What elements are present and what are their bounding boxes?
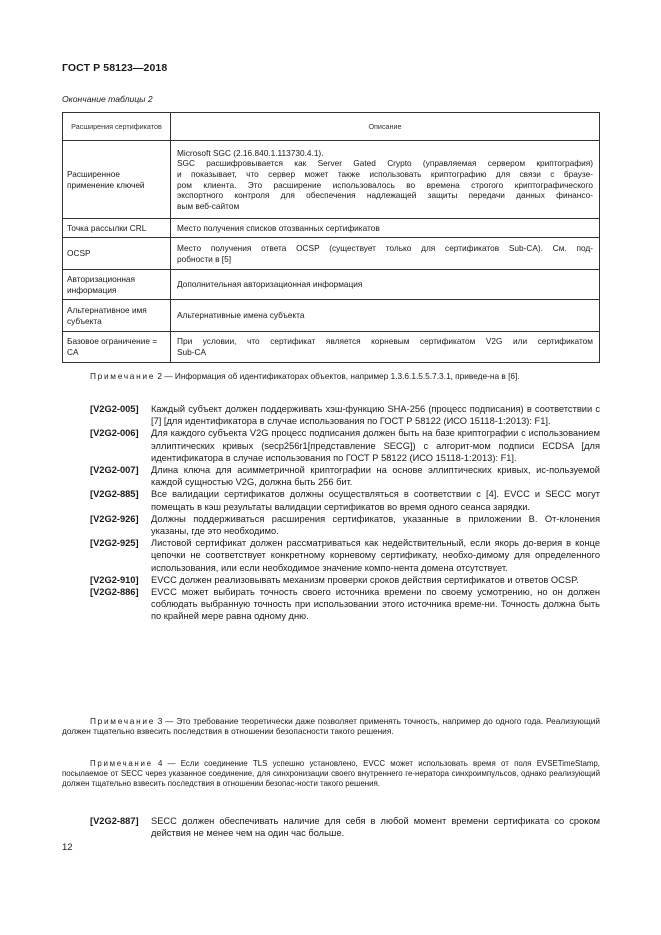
note-3: [62, 716, 600, 737]
requirement-code: [V2G2-886]: [90, 587, 139, 598]
extension-name-cell: Расширенное применение ключей: [63, 141, 171, 219]
desc-line: Sub-CA: [177, 347, 207, 357]
requirement-text: Листовой сертификат должен рассматриваться как недействительный, если якорь до-верия в конце цепочки не соответствует конкретному корневому сертификату, необхо-димому для определенного использования, или если необходимое значение компо-нента домена отсутствует.: [151, 538, 600, 573]
table-row: [63, 270, 600, 300]
desc-line: Место получения ответа OCSP (существует только для сертификатов Sub-CA). См. под-: [177, 242, 593, 253]
requirement-code: [V2G2-885]: [90, 489, 139, 500]
requirement-code: [V2G2-926]: [90, 513, 139, 524]
document-header: ГОСТ Р 58123—2018: [62, 62, 168, 74]
requirement-text: EVCC должен реализовывать механизм проверки сроков действия сертификатов и ответов OCSP.: [151, 574, 579, 585]
table-row: [63, 300, 600, 332]
extension-name-cell: Базовое ограничение = CA: [63, 332, 171, 363]
extension-name-cell: Авторизационная информация: [63, 270, 171, 300]
requirement-text: Длина ключа для асимметричной криптографии на основе эллиптических кривых, ис-пользуемой каждой сущностью V2G, должна быть 256 бит.: [151, 465, 600, 488]
extension-name-cell: OCSP: [63, 238, 171, 270]
desc-line: Альтернативные имена субъекта: [177, 310, 305, 321]
desc-line: экспортного контроля для обеспечения надлежащей защиты передачи данных финансо-: [177, 190, 593, 201]
description-cell: [171, 300, 600, 332]
table-header-row: [63, 113, 600, 141]
table-caption: Окончание таблицы 2: [62, 94, 153, 104]
requirement-item: [90, 513, 600, 537]
table-row: [63, 219, 600, 238]
column-header-extensions: Расширения сертификатов: [63, 113, 171, 141]
desc-line: вым веб-сайтом: [177, 200, 240, 211]
requirement-code: [V2G2-910]: [90, 574, 139, 585]
description-cell: [171, 141, 600, 219]
desc-line: Место получения списков отозванных сертификатов: [177, 222, 380, 233]
note-4: [62, 759, 600, 790]
desc-line: Microsoft SGC (2.16.840.1.113730.4.1).: [177, 147, 324, 158]
requirement-text: Все валидации сертификатов должны осуществляться в соответствии с [4]. EVCC и SECC могут помещать в кэш результаты валидации сертификатов во время одного сеанса зарядки.: [151, 489, 600, 512]
desc-line: Дополнительная авторизационная информация: [177, 279, 363, 290]
requirement-item: [90, 464, 600, 488]
desc-line: SGC расшифровывается как Server Gated Crypto (управляемая сервером криптография): [177, 158, 593, 169]
requirement-item: [90, 537, 600, 574]
page-number: 12: [62, 842, 73, 853]
description-cell: [171, 270, 600, 300]
requirement-text: Каждый субъект должен поддерживать хэш-функцию SHA-256 (процесс подписания) в соответствии с [7] [для идентификатора в случае использования по ГОСТ Р 58122 (ИСО 15118-1:2013): F1].: [151, 404, 600, 427]
note-label: Примечание: [90, 759, 153, 768]
description-cell: [171, 219, 600, 238]
column-header-description: Описание: [171, 113, 600, 141]
requirements-list: [90, 403, 600, 623]
requirement-code: [V2G2-005]: [90, 404, 139, 414]
requirement-item: [90, 488, 600, 512]
table-row: [63, 238, 600, 270]
requirement-text: EVCC может выбирать точность своего источника времени по своему усмотрению, но он должен соблюдать выбранную точность при использовании этого источника време-ни. Точность должна быть по крайней мере равна одному дню.: [151, 587, 600, 622]
note-2: [62, 371, 600, 381]
note-label: Примечание: [90, 716, 156, 726]
requirement-code: [V2G2-006]: [90, 428, 139, 439]
requirement-text: Для каждого субъекта V2G процесс подписания должен быть на базе криптографии с использованием эллиптических кривых (secp256r1[представление SECG]) с алгорит-мом подписи ECDSA [для идентификатора в случае использования по ГОСТ Р 58122 (ИСО 15118-1:2013): F1].: [151, 428, 600, 463]
requirement-item: [90, 427, 600, 464]
description-cell: [171, 332, 600, 363]
desc-line: При условии, что сертификат является корневым сертификатом V2G или сертификатом: [177, 336, 593, 347]
note-label: Примечание: [90, 371, 156, 381]
requirement-item: [90, 403, 600, 427]
requirement-code: [V2G2-007]: [90, 465, 139, 476]
desc-line: ром клиента. Это расширение использовалось во времена строгого криптографического: [177, 179, 593, 190]
certificate-extensions-table: [62, 112, 600, 363]
extension-name-cell: Альтернативное имя субъекта: [63, 300, 171, 332]
note-text: 3 — Это требование теоретически даже позволяет применять точность, например до одного года. Реализующий должен тщательно взвесить последствия в отношении безопасности такого решения.: [62, 716, 601, 737]
requirement-final: [90, 815, 600, 839]
requirement-text: Должны поддерживаться расширения сертификатов, указанные в приложении В. От-клонения указаны, где это необходимо.: [151, 513, 600, 537]
requirement-item: [90, 815, 600, 839]
table-row: [63, 332, 600, 363]
requirement-code: [V2G2-925]: [90, 538, 139, 549]
requirement-item: [90, 574, 600, 586]
note-text: 4 — Если соединение TLS успешно установлено, EVCC может использовать время от поля EVSETimeStamp, посылаемое от SECC через указанное соединение, для синхронизации своего внутреннего ге-нератора синхроимпульсов, однако реализующий должен тщательно взвесить последствия в отношении безопас-ности такого решения.: [62, 759, 600, 789]
extension-name-cell: Точка рассылки CRL: [63, 219, 171, 238]
desc-line: робности в [5]: [177, 253, 232, 264]
table-row: [63, 141, 600, 219]
requirement-code: [V2G2-887]: [90, 816, 139, 826]
requirement-item: [90, 586, 600, 623]
note-text: 2 — Информация об идентификаторах объектов, например 1.3.6.1.5.5.7.3.1, приведе-на в [6].: [157, 371, 520, 381]
description-cell: [171, 238, 600, 270]
requirement-text: SECC должен обеспечивать наличие для себя в любой момент времени сертификата со сроком действия не менее чем на один час больше.: [151, 816, 600, 839]
desc-line: и показывает, что сервер может также использовать криптографию для связи с браузе-: [177, 168, 593, 179]
